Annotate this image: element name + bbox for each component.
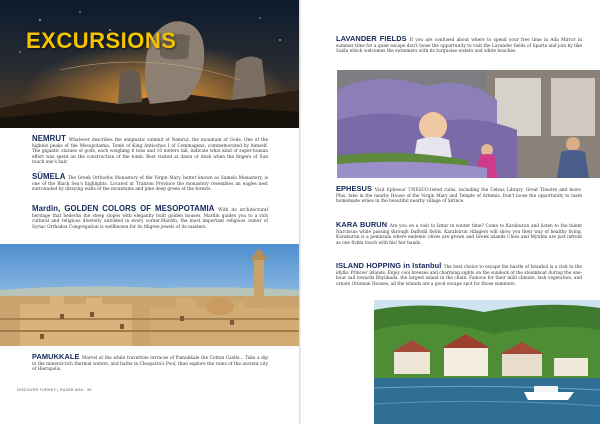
- nemrut-section: [32, 136, 268, 166]
- islands-text: The best choice to escape the hustle of Istanbul is a visit to the idyllic Princes' Islands. Enjoy cool breezes and charming sights on the sundeck of the steamboat during the one-hour sail towards Büyükada, the largest island in the chain. Famous for their mild climate, lush vegetation, and ornate Ottoman Houses, all the islands are a good escape spot for those summers.: [336, 265, 582, 287]
- lavender-text: If you are confused about where to spend your free time in Ada Mirror in summer time for a quiet escape don't loose the opportunity to visit the Lavander fields of Sparta and join by like Salda which welcomes the swimmers with its turquoise waters and white beaches.: [336, 38, 582, 55]
- page-footer: DISCOVER TURKEY | SUZER ADA · 39: [17, 388, 92, 392]
- islands-photo: [374, 300, 600, 424]
- nemrut-heading: NEMRUT: [32, 134, 69, 143]
- lavender-photo: [337, 70, 600, 178]
- karaburun-section: [336, 222, 582, 246]
- mardin-section: [32, 206, 268, 230]
- sumela-text: The Greek Orthodox Monastery of the Virgin Mary, better known as Sumela Monastery, is one of the Black Sea's highlights. Located at Trabzon Province the monastery resembles an eagles nest surrounded by dizzying walls of the mountains and pine deep green of the forests.: [32, 176, 269, 193]
- karaburun-heading: KARA BURUN: [336, 220, 390, 229]
- ephesus-section: [336, 186, 582, 205]
- lavender-heading: LAVANDER FIELDS: [336, 34, 410, 43]
- karaburun-text: Are you on a visit to Izmir in winter time? Come to Karaburun and listen to the talent Narcissus while passing through Daffodil fields. Karaburun villagers will show you their way of healthy living. Karaburun is a peninsula where endemic olives are grown and Greek islands Chios and Mytilini are just infront as one fivkm touch with his/ her hands.: [336, 224, 582, 246]
- nemrut-photo: [0, 0, 300, 128]
- ephesus-heading: EPHESUS: [336, 184, 375, 193]
- pamukkale-text: Marvel at the white travertine terraces of Pamukkale the Cotton Castle... Take a dip in the mineral-rich thermal waters, and bathe in Cleopatra's Pool, than explore the ruins of the ancient city of Hierapolis.: [32, 356, 268, 373]
- nemrut-text: Whatever describes the enigmatic summit of Nemrut, the mountain of Gods. One of the highest peaks of the Mesopotamia. Tomb of King Antiochus I of Commagene, commemorated by himself. The gigantic statues of gods, each weighing 6 tons and 10 meters tall, indicate what kind of super-human effort was spent on the construction of the tomb. Best visited at dawn or dusk when the fingers of Sun touch one's hair.: [32, 138, 269, 166]
- right-page: [300, 0, 600, 424]
- pamukkale-heading: PAMUKKALE: [32, 352, 82, 361]
- page-title: EXCURSIONS: [26, 28, 177, 53]
- ephesus-text: Visit Ephesus' UNESCO-listed ruins, including the Celsus Library, Great Theatre and more. Plus, take in the nearby House of the Virgin Mary and Temple of Artemis. Don't loose the opportunity to taste homemade wines in the beautiful nearby village of Şirince.: [336, 188, 582, 205]
- page-spine: [299, 0, 301, 424]
- sumela-heading: SÜMELA: [32, 172, 68, 181]
- islands-heading: ISLAND HOPPING in Istanbul: [336, 261, 444, 270]
- sumela-section: [32, 174, 268, 193]
- lavender-section: [336, 36, 582, 55]
- pamukkale-section: [32, 354, 268, 373]
- mardin-photo: [0, 244, 300, 346]
- islands-section: [336, 263, 582, 287]
- mardin-text: With its architectural heritage that bedecks the steep slopes with elegantly built golden houses, Mardin guides you to a rich cultural and religious diversity unfolded in every corner.Mardin, the most important religious center of Syriac Orthodox Congregation is wellknown for its filigree jewels of its masters.: [32, 208, 268, 230]
- mardin-heading: Mardin, GOLDEN COLORS OF MESOPOTAMIA: [32, 204, 219, 213]
